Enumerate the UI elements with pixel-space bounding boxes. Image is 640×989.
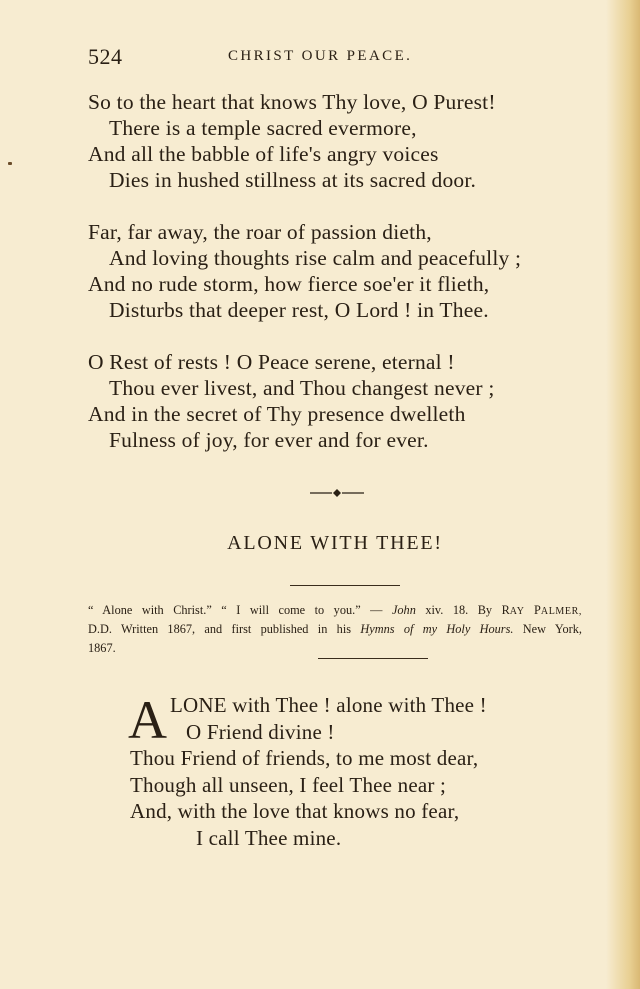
poem-line: I call Thee mine. [196,825,342,850]
poem-line: Though all unseen, I feel Thee near ; [130,772,447,797]
source-note [88,601,582,658]
poem-line: O Friend divine ! [186,719,335,744]
note-place: New York, [522,622,582,636]
page-header [0,44,640,74]
poem-line: Thou ever livest, and Thou changest never ; [109,376,495,400]
note-written: Written 1867, and first published in his [121,622,352,636]
poem-line: So to the heart that knows Thy love, O Purest! [88,90,496,114]
running-head: CHRIST OUR PEACE. [228,48,413,64]
poem-line: Fulness of joy, for ever and for ever. [109,428,429,452]
hymn-alone-with-thee [130,692,487,851]
poem-line: And in the secret of Thy presence dwelleth [88,402,466,426]
note-author: RAY PALMER, [501,603,582,617]
divider-rule [290,585,400,586]
ornament-divider [310,486,364,500]
note-book-title: Hymns of my Holy Hours. [360,622,514,636]
note-line-2 [88,620,582,639]
poem-line: And all the babble of life's angry voices [88,142,439,166]
page-edge-shadow [606,0,640,989]
stanza-2 [88,219,521,323]
poem-line: And loving thoughts rise calm and peacefully ; [109,246,522,270]
poem-line: And no rude storm, how fierce soe'er it flieth, [88,272,490,296]
note-line-3 [88,639,582,658]
ink-speck [8,162,12,165]
stanza-1 [88,89,496,193]
note-by: By [477,603,493,617]
note-quote-1: “ Alone with Christ.” [88,603,212,617]
poem-line: Disturbs that deeper rest, O Lord ! in Thee. [109,298,489,322]
poem-line: Dies in hushed stillness at its sacred door. [109,168,477,192]
note-reference-book: John [391,603,416,617]
poem-line: O Rest of rests ! O Peace serene, eternal ! [88,350,455,374]
note-year: 1867. [88,641,116,655]
divider-rule [318,658,428,659]
poem-line: LONE with Thee ! alone with Thee ! [170,693,487,717]
stanza-3 [88,349,495,453]
note-line-1 [88,601,582,620]
section-title: ALONE WITH THEE! [227,532,443,554]
poem-line: There is a temple sacred evermore, [109,116,417,140]
poem-line: Far, far away, the roar of passion dieth, [88,220,432,244]
page-number: 524 [88,44,123,69]
drop-cap: A [128,690,167,750]
poem-line: Thou Friend of friends, to me most dear, [130,746,479,770]
note-degree: D.D. [88,622,112,636]
note-quote-2: “ I will come to you.” — [221,603,383,617]
note-reference: xiv. 18. [425,603,469,617]
poem-line: And, with the love that knows no fear, [130,799,460,823]
